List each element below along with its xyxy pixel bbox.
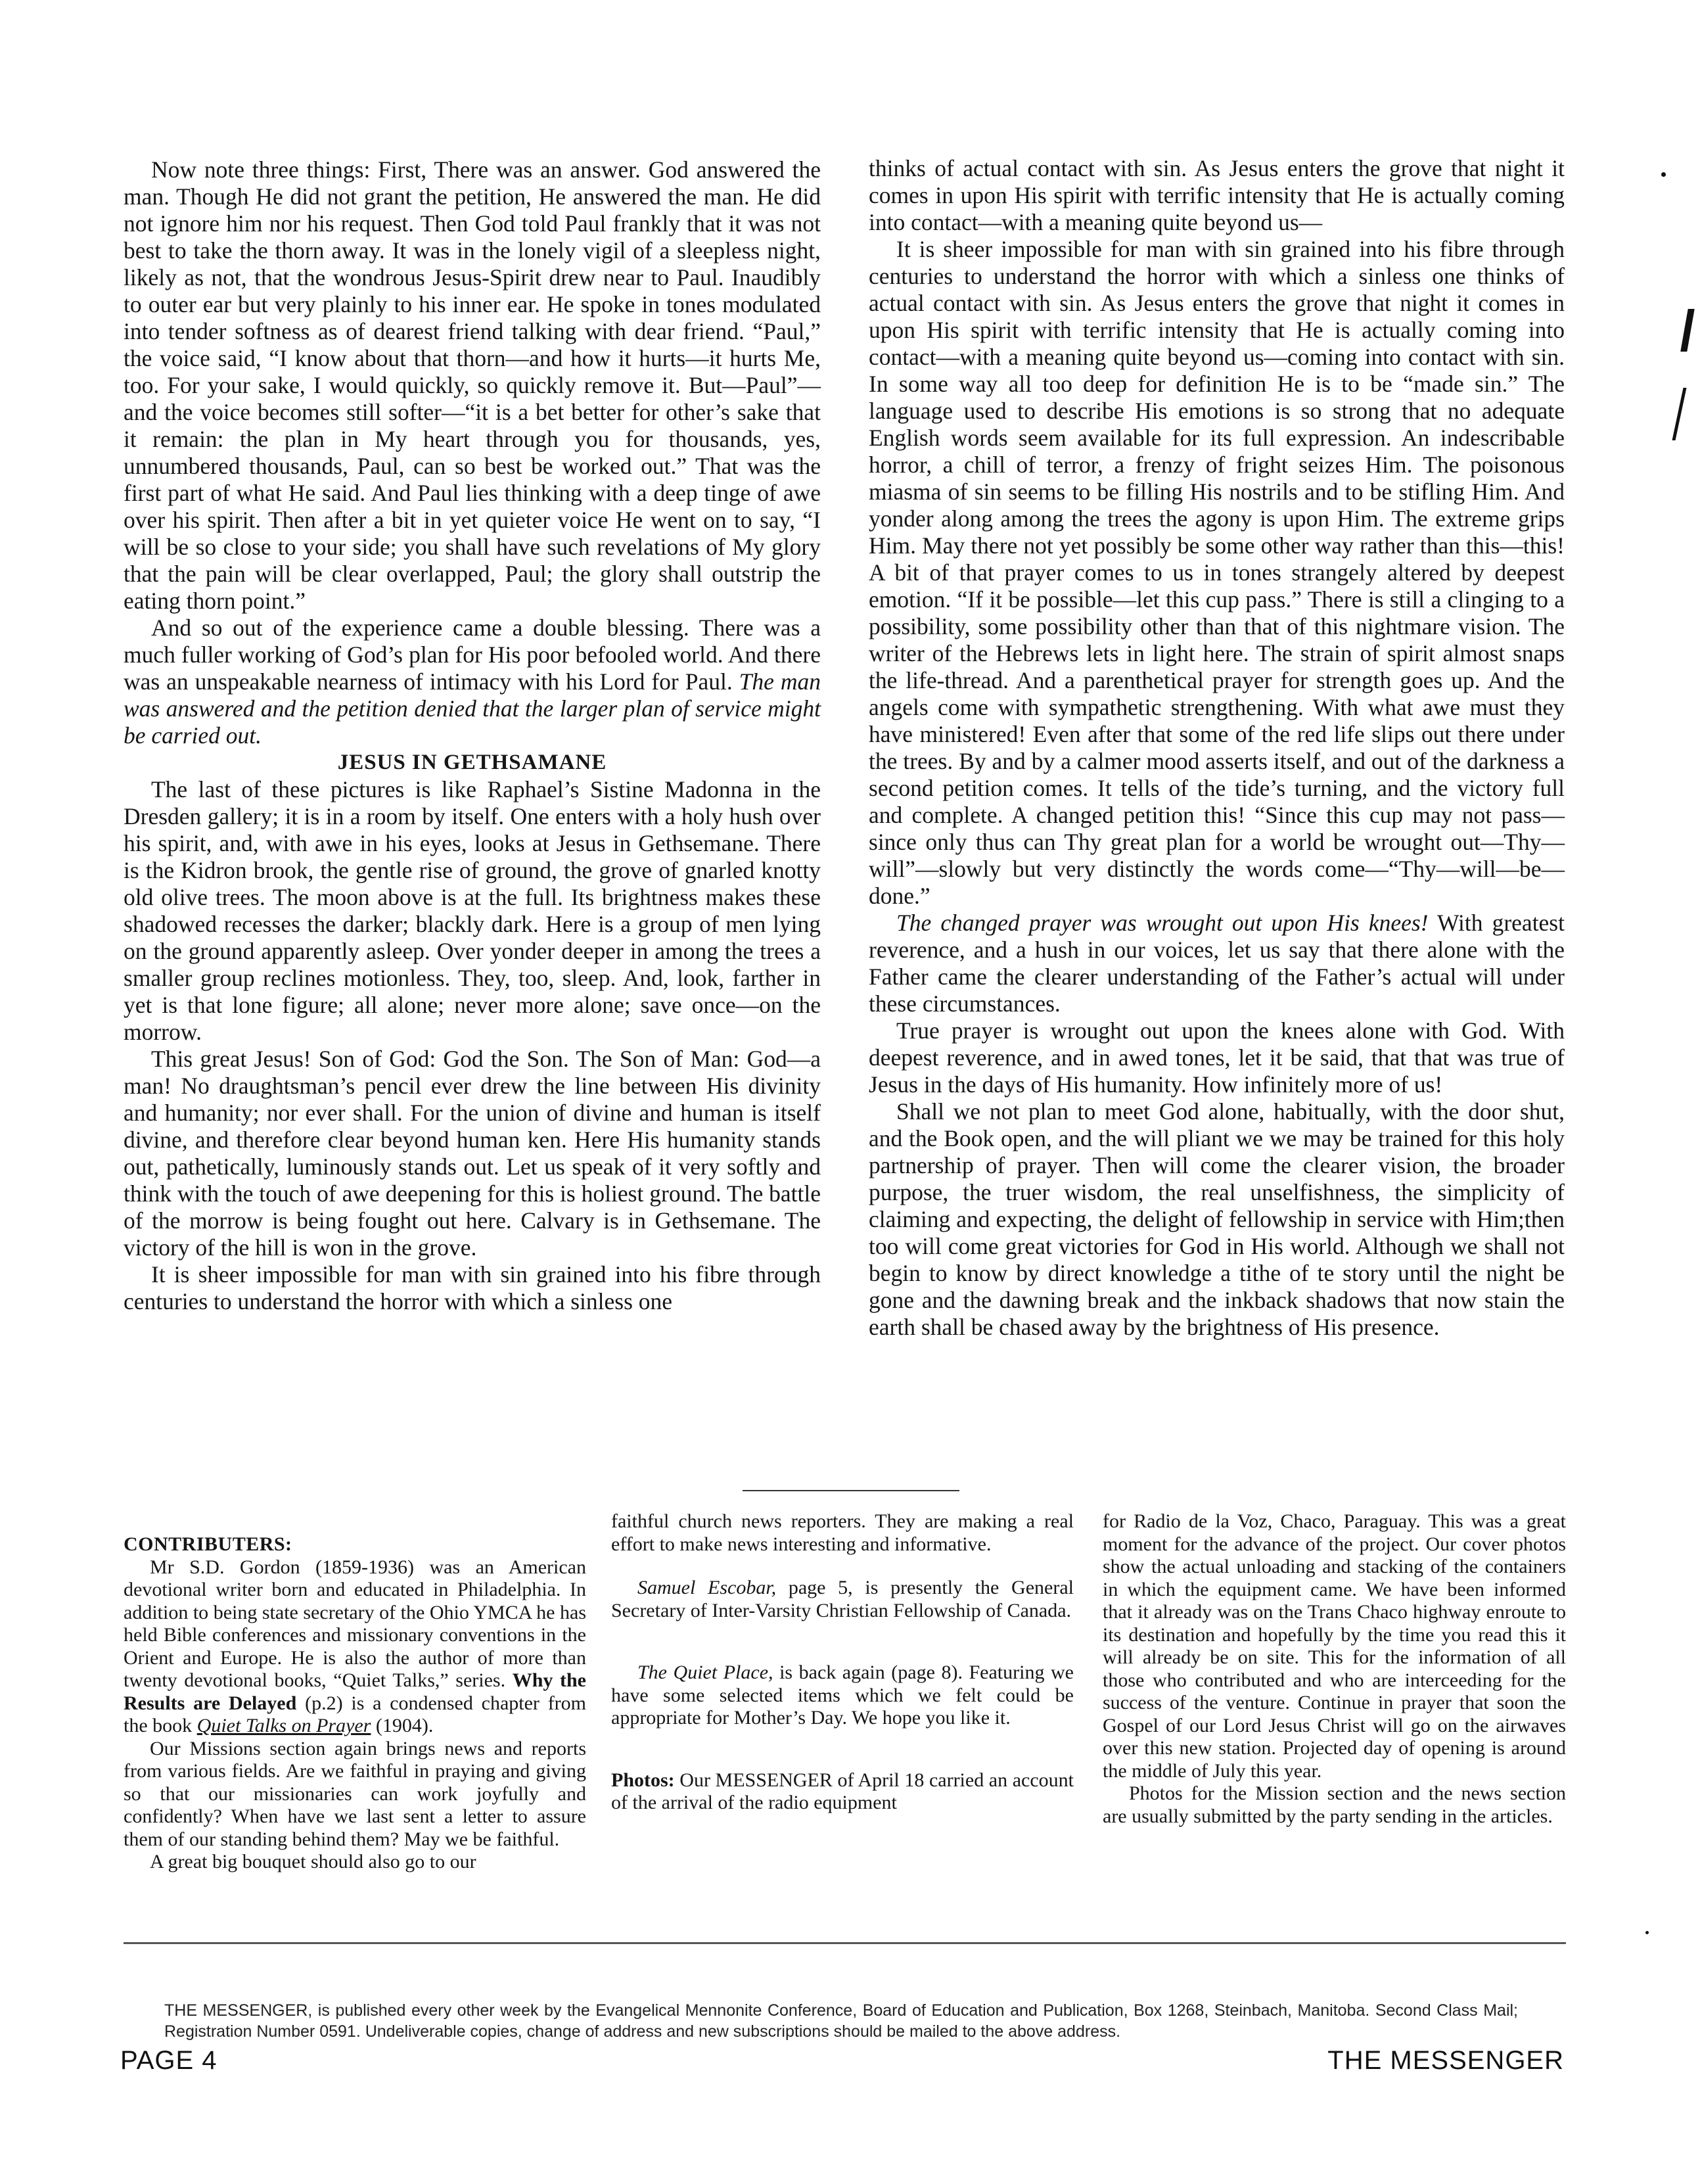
contributers-column [124,1533,586,1874]
scan-mark [1645,1931,1649,1934]
paragraph: Photos for the Mission section and the news section are usually submitted by the party sending in the articles. [1103,1782,1566,1827]
paragraph: It is sheer impossible for man with sin grained into his fibre through centuries to understand the horror with which a sinless one thinks of actual contact with sin. As Jesus enters the grove that night it comes in upon His spirit with terrific intensity that He is actually coming into contact—with a meaning quite beyond us—coming into contact with sin. In some way all too deep for definition He is to be “made sin.” The language used to describe His emotions is so strong that no adequate English words seem available for its full expression. An indescribable horror, a chill of terror, a frenzy of fright seizes Him. The poisonous miasma of sin seems to be filling His nostrils and to be stifling Him. And yonder along among the trees the agony is upon Him. The extreme grips Him. May there not yet possibly be some other way rather than this—this! A bit of that prayer comes to us in tones strangely altered by deepest emotion. “If it be possible—let this cup pass.” There is still a clinging to a possibility, some possibility other than that of this nightmare vision. The writer of the Hebrews lets in light here. The strain of spirit almost snaps the life-thread. And a parenthetical prayer for strength goes up. And the angels come with sympathetic strengthening. With what awe must they have ministered! Even after that some of the red life slips out there under the trees. By and by a calmer mood asserts itself, and out of the darkness a second petition comes. It tells of the tide’s turning, and the victory full and complete. A changed petition this! “Since this cup may not pass—since only thus can Thy great plan for a world be wrought out—Thy—will”—slowly but very distinctly the words come—“Thy—will—be—done.” [869,236,1565,909]
paragraph: And so out of the experience came a double blessing. There was a much fuller working of God’s plan for His poor befooled world. And there was an unspeakable nearness of intimacy with his Lord for Paul. The man was answered and the petition denied that the larger plan of service might be carried out. [124,615,821,749]
paragraph: The Quiet Place, is back again (page 8). Featuring we have some selected items which we felt could be appropriate for Mother’s Day. We hope you like it. [611,1661,1074,1729]
publication-imprint: THE MESSENGER, is published every other week by the Evangelical Mennonite Conference, Board of Education and Publication, Box 1268, Steinbach, Manitoba. Second Class Mail; Registration Number 0591. Undeliverable copies, change of address and new subscriptions should be mailed to the above address. [164,2001,1518,2041]
paragraph: Mr S.D. Gordon (1859-1936) was an American devotional writer born and educated in Philadelphia. In addition to being state secretary of the Ohio YMCA he has held Bible conferences and missionary conventions in the Orient and Europe. He is also the author of more than twenty devotional books, “Quiet Talks,” series. Why the Results are Delayed (p.2) is a condensed chapter from the book Quiet Talks on Prayer (1904). [124,1556,587,1736]
paragraph: True prayer is wrought out upon the knees alone with God. With deepest reverence, and in awed tones, let it be said, that that was true of Jesus in the days of His humanity. How infinitely more of us! [869,1017,1565,1098]
paragraph: A great big bouquet should also go to our [150,1851,476,1872]
scan-mark [1680,309,1694,352]
paragraph: The last of these pictures is like Raphael’s Sistine Madonna in the Dresden gallery; it is in a room by itself. One enters with a holy hush over his spirit, and, with awe in his eyes, looks at Jesus in Gethsemane. There is the Kidron brook, the gentle rise of ground, the grove of gnarled knotty old olive trees. The moon above is at the full. Its brightness makes these shadowed recesses the darker; blackly dark. Here is a group of men lying on the ground apparently asleep. Over yonder deeper in among the trees a smaller group reclines motionless. They, too, sleep. And, look, farther in yet is that lone figure; all alone; never more alone; save once—on the morrow. [124,776,821,1045]
paragraph: Photos: Our MESSENGER of April 18 carried an account of the arrival of the radio equipment [611,1769,1074,1813]
paragraph: Samuel Escobar, page 5, is presently the General Secretary of Inter-Varsity Christian Fellowship of Canada. [611,1577,1074,1621]
publication-name: THE MESSENGER [1327,2046,1564,2075]
middle-notes-column [611,1510,1074,1815]
scan-mark [1672,388,1686,440]
footer-divider [124,1942,1566,1944]
paragraph: Shall we not plan to meet God alone, habitually, with the door shut, and the Book open, and the will pliant we we may be trained for this holy partnership of prayer. Then will come the clearer vision, the broader purpose, the truer wisdom, the real unselfishness, the simplicity of claiming and expecting, the delight of fellowship in service with Him;then too will come great victories for God in His world. Although we shall not begin to know by direct knowledge a tithe of te story until the night be gone and the dawning break and the inkback shadows that now stain the earth shall be chased away by the brightness of His presence. [869,1098,1565,1340]
contributers-heading: CONTRIBUTERS: [124,1533,292,1555]
right-notes-column [1103,1510,1566,1828]
page-number: PAGE 4 [120,2046,218,2075]
scan-mark [1661,172,1666,177]
left-column [124,156,821,1315]
paragraph: This great Jesus! Son of God: God the Son. The Son of Man: God—a man! No draughtsman’s pencil ever drew the line between His divinity and humanity; nor ever shall. For the union of divine and human is itself divine, and therefore clear beyond human ken. Here His humanity stands out, pathetically, luminously stands out. Let us speak of it very softly and think with the touch of awe deepening for this is holiest ground. The battle of the morrow is being fought out here. Calvary is in Gethsemane. The victory of the hill is won in the grove. [124,1046,821,1261]
paragraph: Our Missions section again brings news and reports from various fields. Are we faithful in praying and giving so that our missionaries can work joyfully and confidently? When have we last sent a letter to assure them of our standing behind them? May we be faithful. [124,1737,586,1850]
paragraph: for Radio de la Voz, Chaco, Paraguay. This was a great moment for the advance of the project. Our cover photos show the actual unloading and stacking of the containers in which the equipment came. We have been informed that it already was on the Trans Chaco highway enroute to its destination and hopefully by the time you read this it will already be on site. This for the information of all those who contributed and who are interceeding for the success of the venture. Continue in prayer that soon the Gospel of our Lord Jesus Christ will go on the airwaves over this new station. Projected day of opening is around the middle of July this year. [1103,1510,1566,1782]
section-divider [743,1490,959,1491]
paragraph: faithful church news reporters. They are making a real effort to make news interesting and informative. [611,1510,1074,1555]
paragraph: It is sheer impossible for man with sin grained into his fibre through centuries to understand the horror with which a sinless one [124,1261,821,1314]
paragraph: The changed prayer was wrought out upon His knees! With greatest reverence, and a hush in our voices, let us say that there alone with the Father came the clearer understanding of the Father’s actual will under these circumstances. [869,910,1565,1017]
right-column [869,155,1565,1341]
section-heading: JESUS IN GETHSAMANE [337,751,607,774]
paragraph: thinks of actual contact with sin. As Jesus enters the grove that night it comes in upon His spirit with terrific intensity that He is actually coming into contact—with a meaning quite beyond us— [869,155,1565,235]
paragraph: Now note three things: First, There was an answer. God answered the man. Though He did not grant the petition, He answered the man. He did not ignore him nor his request. Then God told Paul frankly that it was not best to take the thorn away. It was in the lonely vigil of a sleepless night, likely as not, that the wondrous Jesus-Spirit drew near to Paul. Inaudibly to outer ear but very plainly to his inner ear. He spoke in tones modulated into tender softness as of dearest friend talking with dear friend. “Paul,” the voice said, “I know about that thorn—and how it hurts—it hurts Me, too. For your sake, I would quickly, so quickly remove it. But—Paul”—and the voice becomes still softer—“it is a bet better for other’s sake that it remain: the plan in My heart through you for thousands, yes, unnumbered thousands, Paul, can so best be worked out.” That was the first part of what He said. And Paul lies thinking with a deep tinge of awe over his spirit. Then after a bit in yet quieter voice He went on to say, “I will be so close to your side; you shall have such revelations of My glory that the pain will be clear overlapped, Paul; the glory shall outstrip the eating thorn point.” [124,156,821,614]
